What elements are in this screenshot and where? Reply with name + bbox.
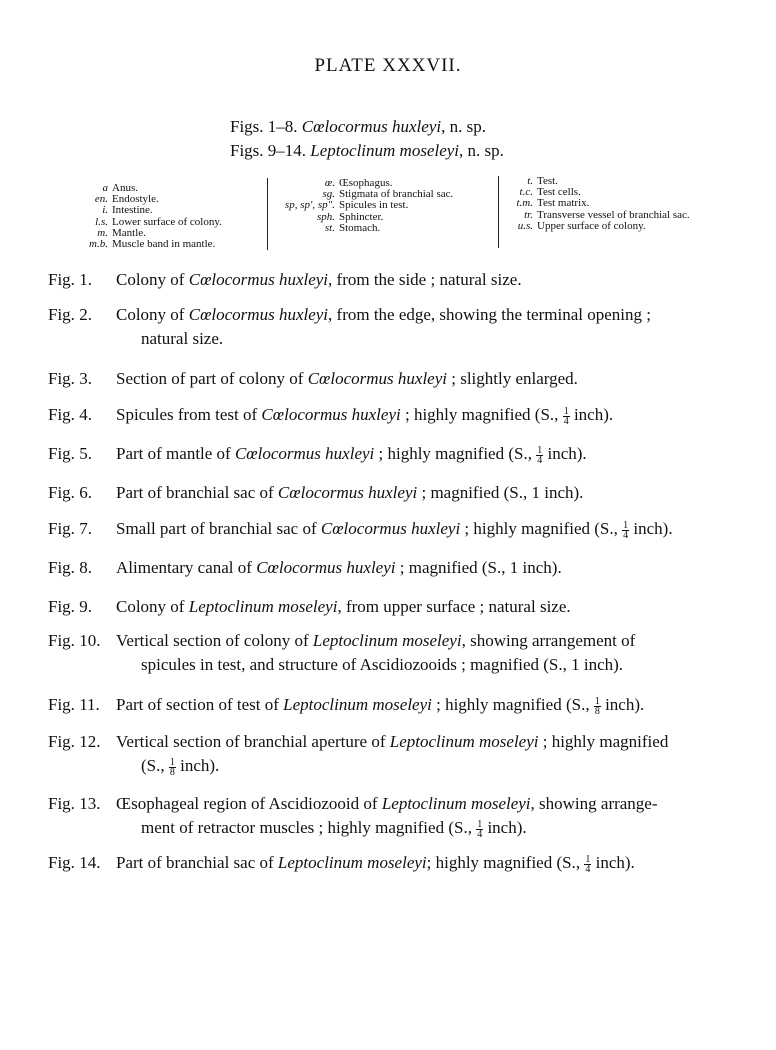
figure-label: Fig. 2. bbox=[48, 305, 92, 324]
species-header-suffix: , n. sp. bbox=[459, 141, 504, 160]
caption-text: Part of branchial sac of bbox=[116, 853, 278, 872]
legend-key: st. bbox=[324, 221, 335, 234]
species-name: Leptoclinum moseleyi bbox=[283, 695, 432, 714]
figure-caption bbox=[48, 483, 738, 503]
caption-text: ; magnified (S., 1 inch). bbox=[417, 483, 584, 502]
legend-key: en. bbox=[94, 193, 108, 206]
figure-caption bbox=[48, 305, 738, 349]
caption-continuation: ment of retractor muscles ; highly magnified (S., $\frac{1}{4}$ inch). bbox=[141, 818, 527, 840]
figure-caption bbox=[48, 695, 738, 716]
species-name: Leptoclinum moseleyi bbox=[312, 631, 462, 650]
caption-text: Part of section of test of bbox=[116, 695, 284, 714]
legend-text: Anus. bbox=[112, 182, 138, 194]
caption-text: Colony of bbox=[116, 305, 189, 324]
caption-text: Colony of bbox=[116, 597, 189, 616]
figure-caption bbox=[48, 270, 738, 290]
legend-key: tr. bbox=[524, 208, 533, 221]
caption-text: Spicules from test of bbox=[116, 405, 262, 424]
figure-caption bbox=[48, 444, 738, 465]
legend-item bbox=[505, 221, 690, 232]
species-header-name: Leptoclinum moseleyi bbox=[310, 141, 460, 160]
species-header-range: Figs. 9–14. bbox=[230, 141, 307, 160]
figure-caption bbox=[48, 631, 738, 675]
legend-item bbox=[255, 200, 453, 211]
caption-text: ; highly magnified bbox=[538, 732, 669, 751]
legend-key: m. bbox=[97, 226, 108, 239]
legend-divider bbox=[498, 176, 499, 248]
legend-text: Stomach. bbox=[339, 221, 381, 234]
figure-caption bbox=[48, 558, 738, 578]
species-name: Cœlocormus huxleyi bbox=[261, 405, 401, 424]
caption-text: ; highly magnified (S., bbox=[426, 853, 585, 872]
legend-text: Lower surface of colony. bbox=[112, 215, 222, 228]
legend-col-2 bbox=[255, 178, 453, 234]
legend-key: u.s. bbox=[517, 219, 533, 232]
caption-text: Small part of branchial sac of bbox=[116, 519, 321, 538]
species-name: Leptoclinum moseleyi bbox=[188, 597, 338, 616]
legend-key: sph. bbox=[316, 210, 335, 223]
legend-key: m.b. bbox=[89, 238, 108, 251]
figure-number: 9. bbox=[79, 597, 92, 616]
figure-label: Fig. 8. bbox=[48, 558, 92, 577]
figure-number: 2. bbox=[79, 305, 92, 324]
fraction: $\frac{1}{8}$ bbox=[594, 695, 600, 717]
figure-number: 1. bbox=[79, 270, 92, 289]
figure-label: Fig. 12. bbox=[48, 732, 101, 751]
figure-label: Fig. 7. bbox=[48, 519, 92, 538]
figure-number: 10. bbox=[79, 631, 101, 650]
caption-continuation: (S., $\frac{1}{8}$ inch). bbox=[141, 756, 220, 778]
legend-key: t. bbox=[527, 175, 533, 187]
legend-item bbox=[80, 239, 222, 250]
figure-label: Fig. 6. bbox=[48, 483, 92, 502]
figure-label: Fig. 1. bbox=[48, 270, 92, 289]
caption-text: Œsophageal region of Ascidiozooid of bbox=[116, 794, 382, 813]
legend-key: œ. bbox=[324, 177, 335, 189]
legend-text: Sphincter. bbox=[339, 210, 384, 223]
figure-number: 5. bbox=[79, 444, 92, 463]
caption-text: ; highly magnified (S., bbox=[400, 405, 563, 424]
legend-text: Upper surface of colony. bbox=[537, 219, 646, 232]
species-header-name: Cœlocormus huxleyi bbox=[301, 117, 442, 136]
legend-key: t.c. bbox=[519, 186, 533, 199]
legend-col-3 bbox=[505, 176, 690, 232]
figure-caption bbox=[48, 794, 738, 839]
caption-text: ; magnified (S., 1 inch). bbox=[395, 558, 562, 577]
legend-text: Transverse vessel of branchial sac. bbox=[537, 208, 690, 221]
legend-key: l.s. bbox=[95, 215, 108, 228]
caption-text: Vertical section of colony of bbox=[116, 631, 313, 650]
figure-label: Fig. 5. bbox=[48, 444, 92, 463]
legend-text: Spicules in test. bbox=[339, 199, 409, 212]
caption-text: inch). bbox=[600, 695, 645, 714]
caption-text: Vertical section of branchial aperture of bbox=[116, 732, 390, 751]
figure-caption bbox=[48, 369, 738, 389]
fraction: $\frac{1}{8}$ bbox=[169, 756, 175, 778]
species-header-1 bbox=[230, 117, 486, 137]
species-name: Leptoclinum moseleyi bbox=[389, 732, 539, 751]
figure-label: Fig. 3. bbox=[48, 369, 92, 388]
legend-key: sg. bbox=[322, 188, 335, 201]
legend-key: i. bbox=[102, 204, 108, 217]
species-header-suffix: , n. sp. bbox=[441, 117, 486, 136]
species-name: Leptoclinum moseleyi bbox=[277, 853, 427, 872]
figure-number: 4. bbox=[79, 405, 92, 424]
figure-caption bbox=[48, 519, 738, 540]
species-name: Cœlocormus huxleyi bbox=[277, 483, 418, 502]
figure-number: 7. bbox=[79, 519, 92, 538]
caption-text: inch). bbox=[569, 405, 614, 424]
figure-label: Fig. 9. bbox=[48, 597, 92, 616]
legend-item bbox=[505, 198, 690, 209]
species-name: Cœlocormus huxleyi bbox=[307, 369, 447, 388]
figure-label: Fig. 11. bbox=[48, 695, 100, 714]
legend-text: Muscle band in mantle. bbox=[112, 238, 216, 251]
species-name: Cœlocormus huxleyi bbox=[234, 444, 375, 463]
caption-text: inch). bbox=[543, 444, 587, 463]
figure-number: 8. bbox=[79, 558, 92, 577]
legend-text: Stigmata of branchial sac. bbox=[339, 188, 454, 201]
species-name: Cœlocormus huxleyi bbox=[188, 270, 329, 289]
caption-text: ; highly magnified (S., bbox=[460, 519, 623, 538]
caption-text: ; highly magnified (S., bbox=[374, 444, 537, 463]
caption-text: , showing arrangement of bbox=[461, 631, 636, 650]
fraction: $\frac{1}{4}$ bbox=[623, 519, 629, 541]
legend-key: sp, sp', sp". bbox=[284, 199, 335, 212]
legend-text: Test. bbox=[537, 175, 558, 187]
legend-text: Endostyle. bbox=[112, 193, 159, 206]
figure-number: 11. bbox=[79, 695, 100, 714]
caption-text: inch). bbox=[591, 853, 635, 872]
figure-number: 6. bbox=[79, 483, 92, 502]
legend-text: Intestine. bbox=[112, 204, 153, 217]
figure-label: Fig. 13. bbox=[48, 794, 101, 813]
species-header-2 bbox=[230, 141, 504, 161]
caption-text: Alimentary canal of bbox=[116, 558, 257, 577]
caption-continuation: spicules in test, and structure of Ascidiozooids ; magnified (S., 1 inch). bbox=[141, 655, 624, 674]
figure-number: 12. bbox=[79, 732, 101, 751]
plate-title: PLATE XXXVII. bbox=[314, 55, 462, 76]
fraction: $\frac{1}{4}$ bbox=[537, 444, 543, 466]
legend-text: Test cells. bbox=[537, 186, 581, 199]
species-name: Cœlocormus huxleyi bbox=[320, 519, 461, 538]
figure-caption bbox=[48, 597, 738, 617]
fraction: $\frac{1}{4}$ bbox=[477, 818, 483, 840]
fraction: $\frac{1}{4}$ bbox=[563, 405, 569, 427]
species-name: Cœlocormus huxleyi bbox=[188, 305, 329, 324]
legend-key: t.m. bbox=[516, 197, 533, 210]
caption-text: ; highly magnified (S., bbox=[431, 695, 594, 714]
legend-col-1 bbox=[80, 183, 222, 250]
figure-number: 13. bbox=[79, 794, 101, 813]
caption-text: ; slightly enlarged. bbox=[446, 369, 578, 388]
figure-number: 3. bbox=[79, 369, 92, 388]
caption-continuation: natural size. bbox=[141, 329, 224, 348]
caption-text: , from the edge, showing the terminal opening ; bbox=[328, 305, 651, 324]
legend-key: a bbox=[102, 182, 108, 194]
caption-text: Colony of bbox=[116, 270, 189, 289]
legend-text: Œsophagus. bbox=[339, 177, 393, 189]
figure-label: Fig. 4. bbox=[48, 405, 92, 424]
fraction: $\frac{1}{4}$ bbox=[585, 853, 591, 875]
legend-item bbox=[80, 205, 222, 216]
caption-text: , from the side ; natural size. bbox=[328, 270, 522, 289]
figure-caption bbox=[48, 405, 738, 426]
figure-label: Fig. 14. bbox=[48, 853, 101, 872]
figure-caption bbox=[48, 853, 738, 874]
caption-text: Part of mantle of bbox=[116, 444, 235, 463]
caption-text: Section of part of colony of bbox=[116, 369, 308, 388]
caption-text: inch). bbox=[629, 519, 673, 538]
caption-text: , showing arrange- bbox=[530, 794, 658, 813]
species-name: Cœlocormus huxleyi bbox=[256, 558, 396, 577]
legend-text: Mantle. bbox=[112, 226, 146, 239]
species-name: Leptoclinum moseleyi bbox=[381, 794, 531, 813]
figure-label: Fig. 10. bbox=[48, 631, 101, 650]
species-header-range: Figs. 1–8. bbox=[230, 117, 298, 136]
legend-text: Test matrix. bbox=[537, 197, 590, 210]
caption-text: , from upper surface ; natural size. bbox=[337, 597, 571, 616]
figure-caption bbox=[48, 732, 738, 777]
figure-number: 14. bbox=[79, 853, 101, 872]
legend-item bbox=[255, 223, 453, 234]
caption-text: Part of branchial sac of bbox=[116, 483, 278, 502]
